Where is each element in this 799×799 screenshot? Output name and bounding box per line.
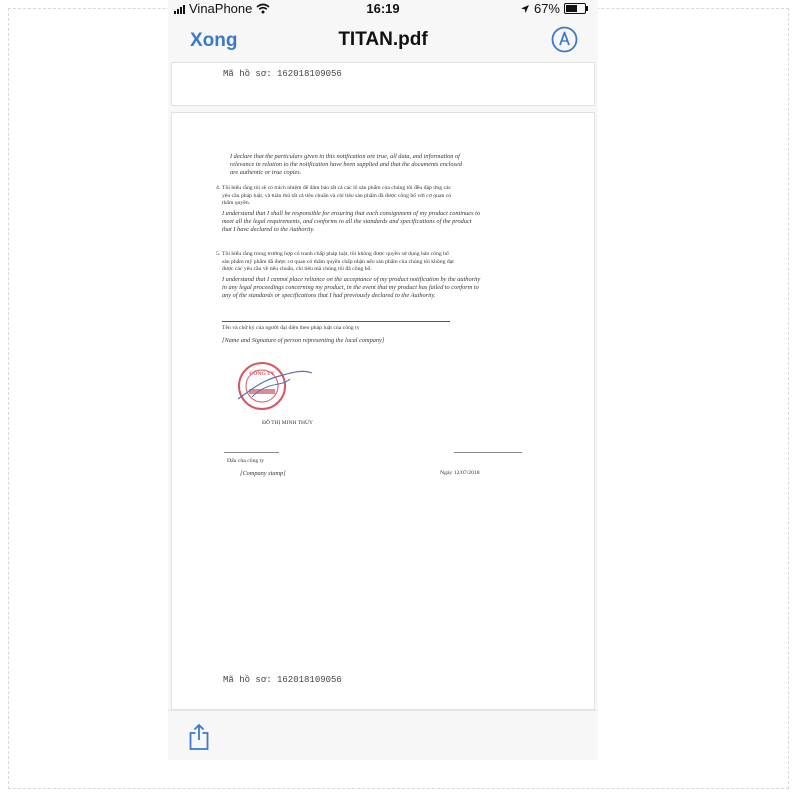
bottom-toolbar: [168, 710, 598, 760]
company-stamp: [232, 359, 342, 429]
markup-pen-icon[interactable]: [551, 26, 578, 53]
stamp-center-text: CÔNG TY: [249, 371, 275, 377]
file-code-bottom: Mã hồ sơ: 162018109056: [223, 675, 342, 685]
signer-name: ĐỖ THỊ MINH THÚY: [262, 420, 313, 426]
clock: 16:19: [366, 1, 400, 16]
pdf-page-current: [171, 112, 595, 710]
done-button[interactable]: Xong: [190, 30, 238, 51]
declaration-item-4: 4. Tôi hiểu rằng tôi sẽ có trách nhiệm để đảm bảo tất cả các lô sản phẩm của chúng tôi đều đáp ứng các yêu cầu pháp luật, và tuân thủ tất cả tiêu chuẩn và chỉ tiêu sản phẩm đã được công bố với cơ quan có thẩm quyền. I understand that I shall be responsible for ensuring that each consignment of my product continues to meet all the legal requirements, and conforms to all the standards and specifications of the product that I have declared to the Authority.: [216, 185, 481, 233]
pdf-page-previous: [171, 62, 595, 106]
pdf-viewer-screen: [168, 0, 598, 760]
navigation-bar: [168, 20, 598, 62]
signature-divider: [222, 321, 450, 322]
status-bar: [168, 0, 598, 18]
declaration-item-5: 5. Tôi hiểu rằng trong trường hợp có tranh chấp pháp luật, tôi không được quyền sử dụng bản công bố sản phẩm mỹ phẩm đã được cơ quan có thẩm quyền chấp nhận nếu sản phẩm của chúng tôi không đạt được các yêu cầu về tiêu chuẩn, chỉ tiêu mà chúng tôi đã công bố. I understand that I cannot place reliance on the acceptance of my product notification by the authority in any legal proceedings concerning my product, in the event that my product has failed to conform to any of the standards or specifications that I had previously declared to the Authority.: [216, 251, 481, 299]
signature-label-en: [Name and Signature of person representing the local company]: [222, 337, 385, 344]
battery-icon: [564, 3, 586, 14]
company-stamp-label-en: [Company stamp]: [240, 470, 286, 477]
date-line: [454, 452, 522, 453]
share-icon[interactable]: [188, 723, 210, 751]
signature-label-vi: Tên và chữ ký của người đại diện theo pháp luật của công ty: [222, 325, 360, 331]
stamp-line: [224, 452, 279, 453]
location-arrow-icon: [520, 4, 530, 14]
battery-percent: 67%: [533, 1, 560, 16]
company-stamp-label-vi: Dấu của công ty: [227, 458, 265, 464]
file-code-top: Mã hồ sơ: 162018109056: [223, 69, 342, 79]
document-date: Ngày 12/07/2018: [440, 470, 480, 476]
declaration-text: I declare that the particulars given in this notification are true, all data, and information of relevance in relation to the notification have been supplied and that the documents enclosed are authentic or true copies.: [230, 153, 462, 176]
document-title: TITAN.pdf: [338, 29, 428, 50]
carrier-name: VinaPhone: [189, 1, 253, 16]
